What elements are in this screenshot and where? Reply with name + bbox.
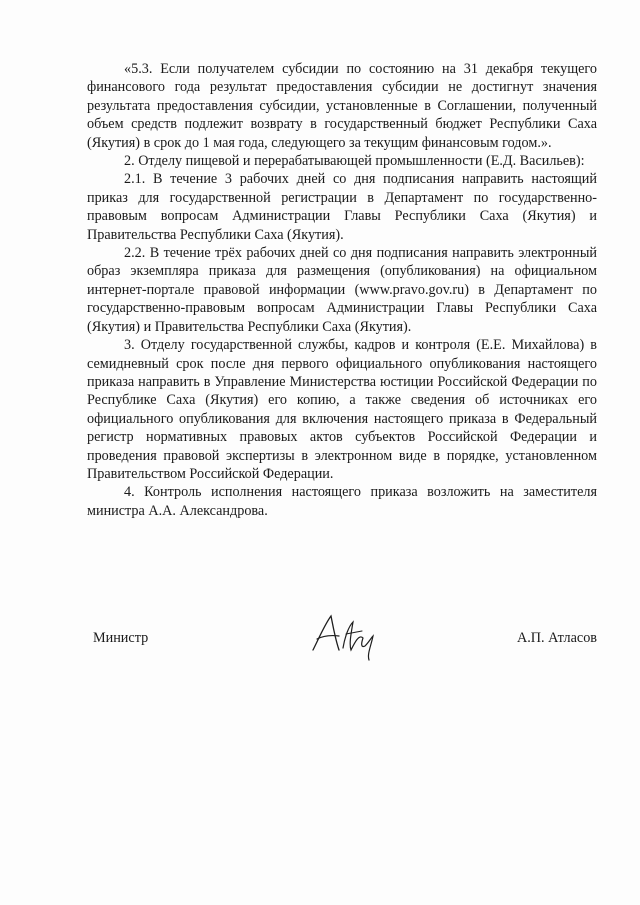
paragraph-4: 4. Контроль исполнения настоящего приказа возложить на заместителя министра А.А. Александрова.: [87, 484, 597, 519]
handwritten-signature: [309, 612, 379, 662]
document-body: [87, 60, 597, 520]
signatory-title: Министр: [93, 630, 149, 646]
paragraph-3: 3. Отделу государственной службы, кадров и контроля (Е.Е. Михайлова) в семидневный срок после дня первого официального опубликования настоящего приказа направить в Управление Министерства юстиции Российской Федерации по Республике Саха (Якутия) его копию, а также сведения об источниках его официального опубликования для включения настоящего приказа в Федеральный регистр нормативных правовых актов субъектов Российской Федерации и проведения правовой экспертизы в электронном виде в порядке, установленном Правительством Российской Федерации.: [87, 337, 597, 482]
paragraph-2-2: 2.2. В течение трёх рабочих дней со дня подписания направить электронный образ экземпляра приказа для размещения (опубликования) на официальном интернет-портале правовой информации (www.pravo.gov.ru) в Департамент по государственно-правовым вопросам Администрации Главы Республики Саха (Якутия) и Правительства Республики Саха (Якутия).: [87, 245, 597, 335]
paragraph-5-3: «5.3. Если получателем субсидии по состоянию на 31 декабря текущего финансового года результат предоставления субсидии не достигнут значения результата предоставления субсидии, установленные в Соглашении, полученный объем средств подлежит возврату в государственный бюджет Республики Саха (Якутия) в срок до 1 мая года, следующего за текущим финансовым годом.».: [87, 61, 597, 151]
paragraph-2: 2. Отделу пищевой и перерабатывающей промышленности (Е.Д. Васильев):: [124, 153, 585, 170]
paragraph-2-1: 2.1. В течение 3 рабочих дней со дня подписания направить настоящий приказ для государственной регистрации в Департамент по государственно-правовым вопросам Администрации Главы Республики Саха (Якутия) и Правительства Республики Саха (Якутия).: [87, 171, 597, 243]
signature-block: [87, 612, 597, 662]
signatory-name: А.П. Атласов: [517, 630, 597, 646]
